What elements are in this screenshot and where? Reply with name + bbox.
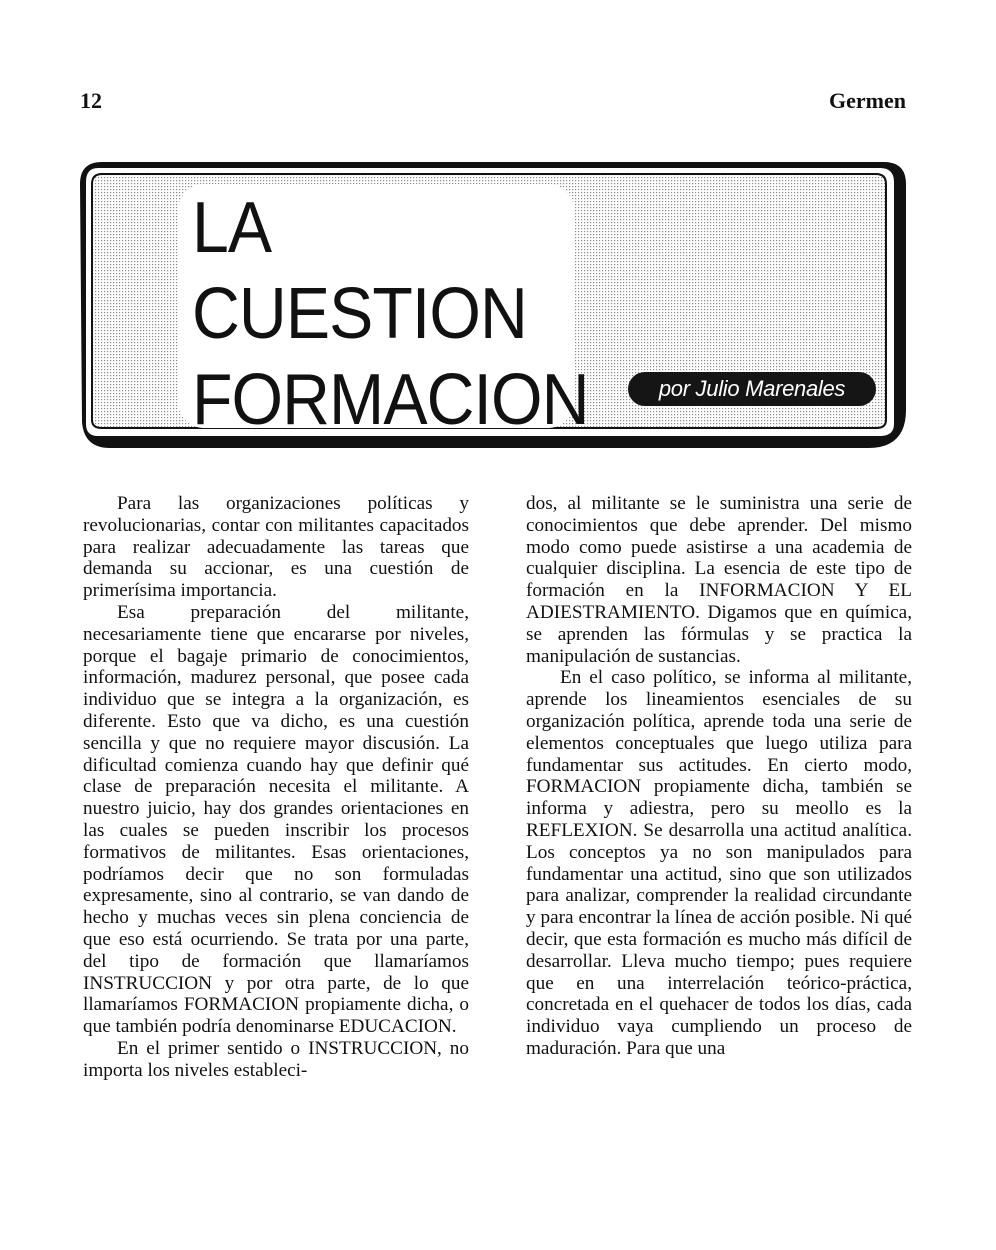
paragraph: En el caso político, se informa al militante, aprende los lineamientos esenciales de su organización política, aprende toda una serie de elementos conceptuales que luego utiliza para fundamentar sus actitudes. En cierto modo, FORMACION propiamente dicha, también se informa y adiestra, pero su meollo es la REFLEXION. Se desarrolla una actitud analítica. Los conceptos ya no son manipulados para fundamentar una actitud, sino que son utilizados para analizar, comprender la realidad circundante y para encontrar la línea de acción posible. Ni qué decir, que esta formación es mucho más difícil de desarrollar. Lleva mucho tiempo; pues requiere que en una interrelación teórico-práctica, concretada en el quehacer de todos los días, cada individuo vaya cumpliendo un proceso de maduración. Para que una xyxy=(526,667,912,1059)
author-byline: por Julio Marenales xyxy=(628,372,876,406)
running-head: Germen xyxy=(829,88,906,113)
page-number: 12 xyxy=(80,88,102,113)
paragraph: dos, al militante se le suministra una serie de conocimientos que debe aprender. Del mismo modo como puede asistirse a una academia de cualquier disciplina. La esencia de este tipo de formación en la INFORMACION Y EL ADIESTRAMIENTO. Digamos que en química, se aprenden las fórmulas y se practica la manipulación de sustancias. xyxy=(526,493,912,667)
right-column xyxy=(526,493,912,1060)
article-title-line-3: FORMACION xyxy=(192,360,589,440)
article-title-line-2: CUESTION xyxy=(192,274,527,354)
paragraph: Para las organizaciones políticas y revolucionarias, contar con militantes capacitados para realizar adecuadamente las tareas que demanda su accionar, es una cuestión de primerísima importancia. xyxy=(83,493,469,602)
article-title-line-1: LA xyxy=(192,188,272,268)
left-column xyxy=(83,493,469,1082)
paragraph: En el primer sentido o INSTRUCCION, no importa los niveles estableci- xyxy=(83,1037,469,1081)
paragraph: Esa preparación del militante, necesariamente tiene que encararse por niveles, porque el bagaje primario de conocimientos, información, madurez personal, que posee cada individuo que se integra a la organización, es diferente. Esto que va dicho, es una cuestión sencilla y que no requiere mayor discusión. La dificultad comienza cuando hay que definir qué clase de preparación necesita el militante. A nuestro juicio, hay dos grandes orientaciones en las cuales se pueden inscribir los procesos formativos de militantes. Esas orientaciones, podríamos decir que no son formuladas expresamente, sino al contrario, se van dando de hecho y muchas veces sin plena conciencia de que eso está ocurriendo. Se trata por una parte, del tipo de formación que llamaríamos INSTRUCCION y por otra parte, de lo que llamaríamos FORMACION propiamente dicha, o que también podría denominarse EDUCACION. xyxy=(83,601,469,1038)
